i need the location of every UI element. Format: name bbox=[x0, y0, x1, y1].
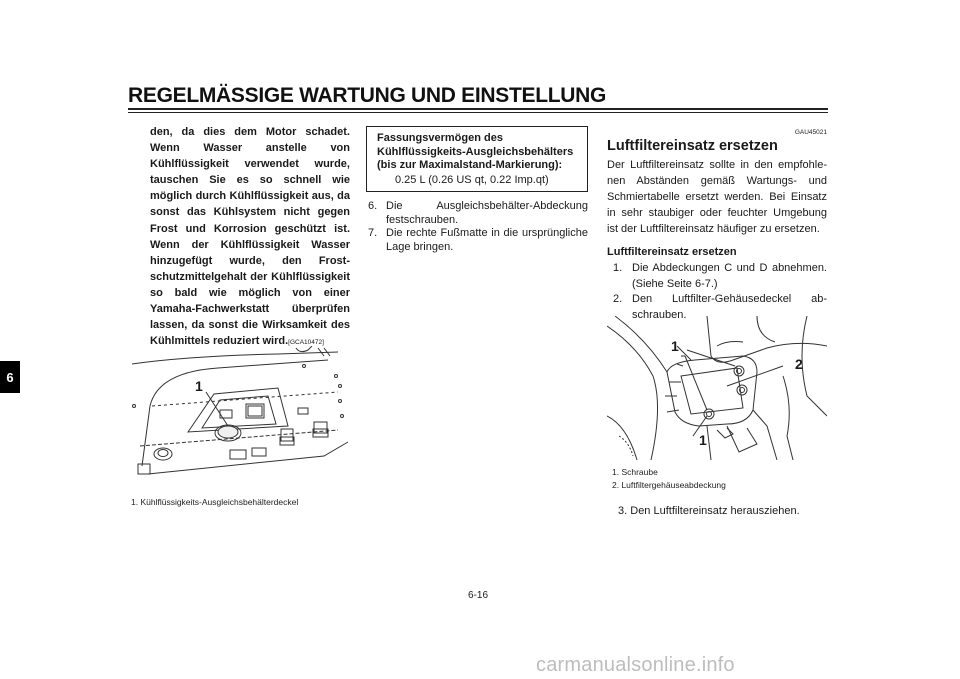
capacity-box bbox=[366, 126, 588, 192]
figure-callout-1: 1 bbox=[671, 338, 679, 354]
step-number: 2. bbox=[613, 293, 623, 305]
step-number: 7. bbox=[368, 227, 378, 239]
caption-line-1: 1. Schraube bbox=[612, 467, 658, 477]
caption-line-2: 2. Luftfiltergehäuseabdeckung bbox=[612, 480, 726, 490]
right-column bbox=[607, 128, 827, 323]
caution-text bbox=[150, 124, 350, 351]
caution-code: [GCA10472] bbox=[288, 339, 324, 347]
caution-body: den, da dies dem Motor schadet. Wenn Wasser anstelle von Kühlflüssigkeit verwendet wurde, tauschen Sie es so schnell wie möglich durch Kühlflüssigkeit aus, da sonst das Kühlsystem nicht gegen Frost und Korrosion geschützt ist. Wenn der Kühlflüssigkeit Wasser hinzugefügt wurde, den Frostschutzmittelgehalt der Kühlflüssigkeit so bald wie möglich von einer Yamaha-Fachwerkstatt überprüfen lassen, da sonst die Wirksamkeit des Kühlmittels reduziert wird. bbox=[150, 126, 350, 348]
figure-callout-1b: 1 bbox=[699, 432, 707, 448]
middle-column bbox=[366, 126, 588, 254]
watermark: carmanualsonline.info bbox=[536, 654, 735, 676]
step-text: Die rechte Fußmatte in die ursprüngliche Lage bringen. bbox=[386, 227, 588, 253]
step-item bbox=[366, 200, 588, 227]
steps-list-right bbox=[607, 261, 827, 323]
capacity-value: 0.25 L (0.26 US qt, 0.22 Imp.qt) bbox=[395, 173, 549, 186]
step-number: 3. bbox=[618, 505, 628, 517]
step-text: Den Luftfilter-Gehäusedeckel abschrauben. bbox=[632, 293, 827, 321]
step-text: Die Ausgleichsbehälter-Abdeckung festschrauben. bbox=[386, 200, 588, 226]
section-ref-code: GAU45021 bbox=[794, 129, 827, 136]
chapter-tab bbox=[0, 361, 20, 393]
step-number: 1. bbox=[613, 262, 623, 274]
figure-caption-airfilter bbox=[612, 466, 726, 492]
page-number: 6-16 bbox=[468, 590, 489, 601]
air-filter-drawing bbox=[607, 316, 827, 460]
procedure-heading: Luftfiltereinsatz ersetzen bbox=[607, 246, 737, 258]
capacity-label: Fassungsvermögen des Kühlflüssigkeits-Ausgleichsbehälters (bis zur Maximalstand-Markierung): bbox=[377, 132, 574, 171]
step-number: 6. bbox=[368, 200, 378, 212]
title-rule bbox=[128, 108, 828, 110]
figure-callout-1: 1 bbox=[195, 378, 203, 394]
coolant-reservoir-figure bbox=[128, 346, 354, 476]
steps-list-middle bbox=[366, 200, 588, 254]
figure-caption-reservoir: 1. Kühlflüssigkeits-Ausgleichsbehälterdeckel bbox=[131, 497, 299, 507]
left-column bbox=[150, 124, 350, 351]
figure-callout-2: 2 bbox=[795, 356, 803, 372]
step-text: Den Luftfiltereinsatz herausziehen. bbox=[630, 505, 800, 517]
chapter-number: 6 bbox=[6, 369, 14, 385]
step-text: Die Abdeckungen C und D abnehmen. (Siehe Seite 6-7.) bbox=[632, 262, 827, 290]
section-intro: Der Luftfiltereinsatz sollte in den empfohlenen Abständen gemäß Wartungs- und Schmiertabelle ersetzt werden. Bei Einsatz in sehr staubiger oder feuchter Umgebung ist der Luftfiltereinsatz häufiger zu ersetzen. bbox=[607, 159, 827, 235]
section-title: Luftfiltereinsatz ersetzen bbox=[607, 138, 778, 154]
coolant-reservoir-drawing bbox=[128, 346, 354, 476]
step-item bbox=[611, 261, 827, 292]
step-item bbox=[366, 227, 588, 254]
air-filter-figure bbox=[607, 316, 827, 460]
title-rule-thin bbox=[128, 112, 828, 113]
step-item bbox=[618, 505, 800, 517]
page-title: REGELMÄSSIGE WARTUNG UND EINSTELLUNG bbox=[128, 84, 607, 107]
